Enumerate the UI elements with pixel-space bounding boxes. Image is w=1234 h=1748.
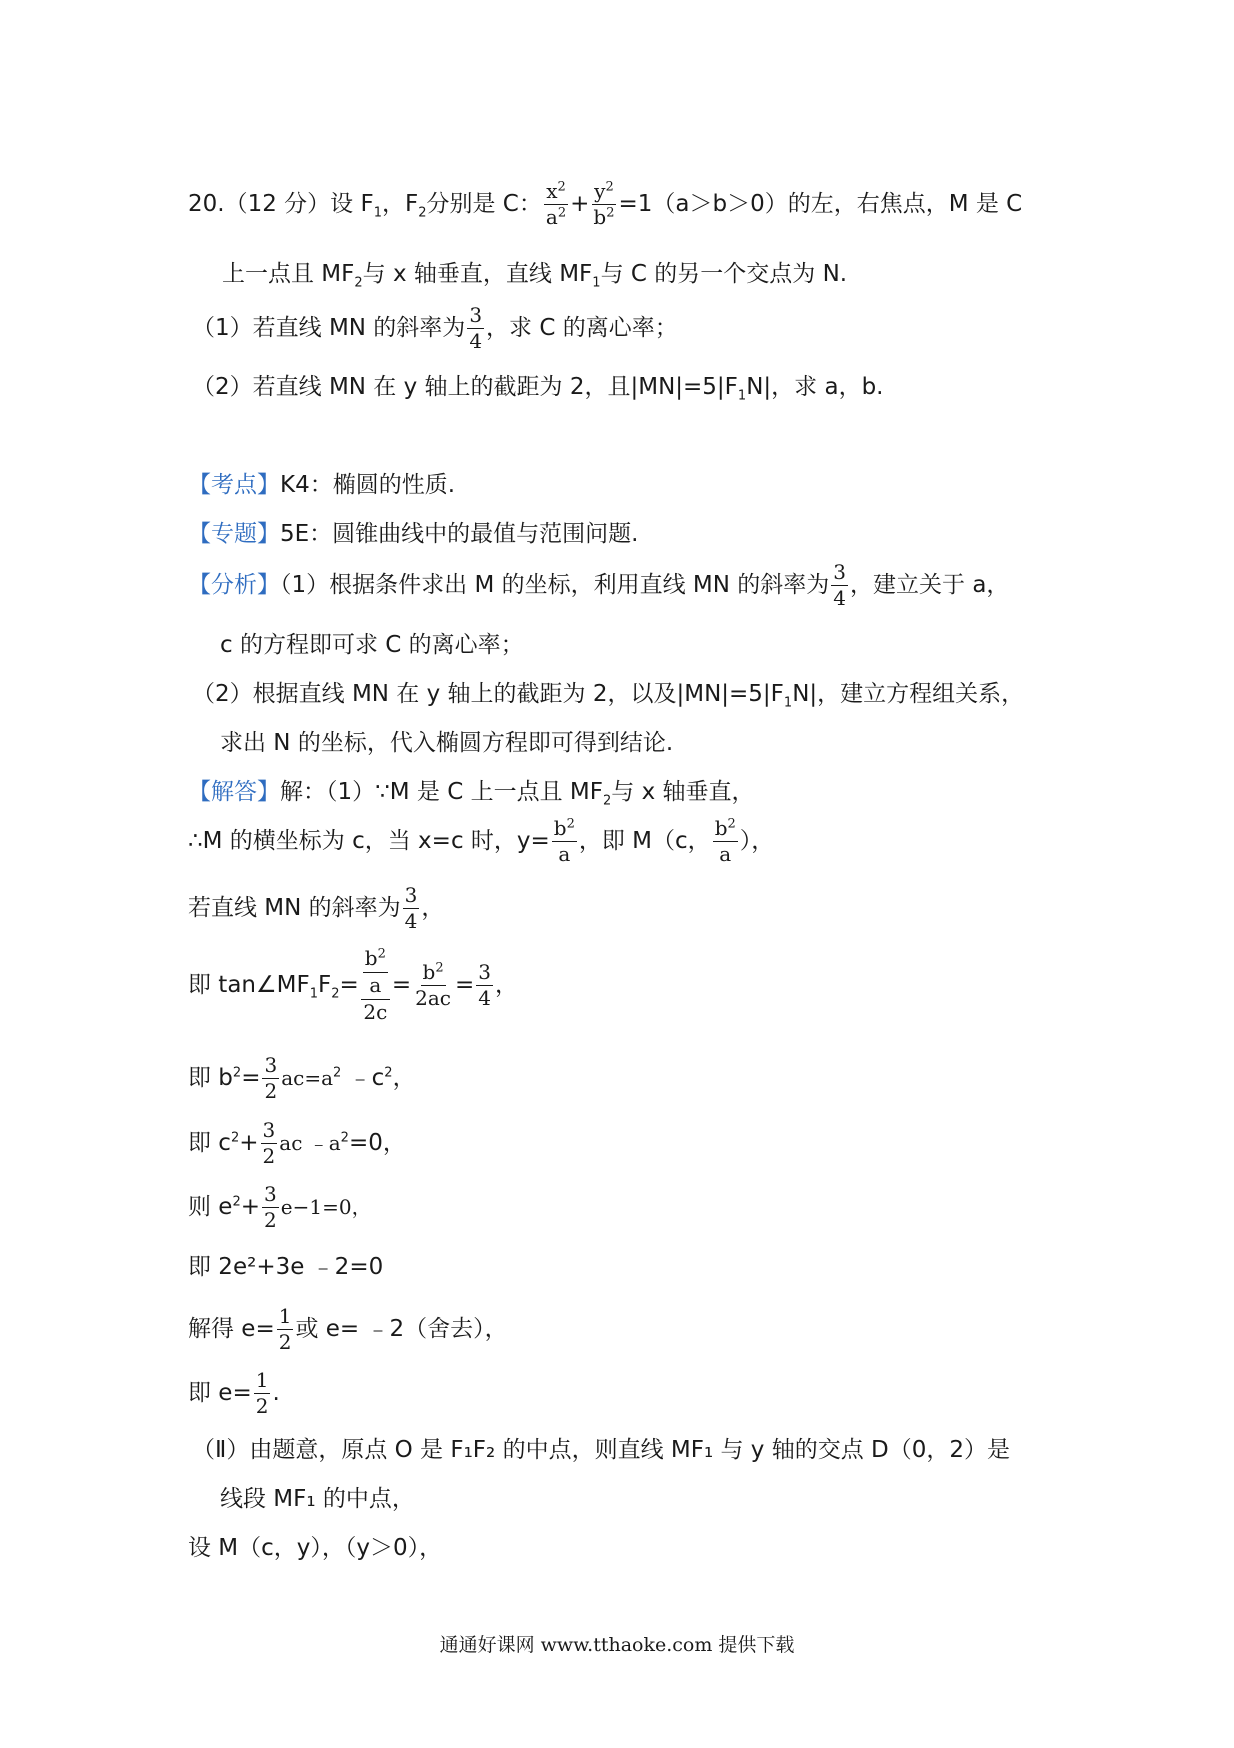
frac-3-2: $\frac{3}{2}$ — [264, 1182, 277, 1232]
jieda-line-11: （Ⅱ）由题意，原点 O 是 F₁F₂ 的中点，则直线 MF₁ 与 y 轴的交点 D（0，2）是 — [192, 1437, 1011, 1463]
frac-3-4: $\frac{3}{4}$ — [833, 560, 847, 610]
jieda-line-2: ∴M 的横坐标为 c，当 x=c 时，y= $\frac{b^2}{a}$ ，即 M（c， $\frac{b^2}{a}$ ）， — [188, 816, 775, 866]
fenxi-line-1: 【分析】（1）根据条件求出 M 的坐标，利用直线 MN 的斜率为 $\frac{3}{4}$ ，建立关于 a， — [188, 560, 1010, 610]
problem-line-2: 上一点且 $MF_2$与 x 轴垂直，直线 $MF_1$与 C 的另一个交点为 N. — [222, 261, 848, 291]
frac-x2-a2: $\frac{x^2}{a^2}$ — [545, 179, 567, 229]
frac-y2-b2: $\frac{y^2}{b^2}$ — [593, 179, 615, 229]
jieda-line-12: 线段 MF₁ 的中点， — [220, 1486, 415, 1512]
question-1: （1）若直线 MN 的斜率为 $\frac{3}{4}$ ，求 C 的离心率； — [192, 303, 678, 353]
frac-b2-2ac: $\frac{b^2}{2ac}$ — [415, 960, 452, 1010]
zhuanti-line: 【专题】5E：圆锥曲线中的最值与范围问题. — [188, 521, 639, 547]
jieda-line-10: 即 e= $\frac{1}{2}$ . — [188, 1368, 280, 1418]
kaodian-line: 【考点】K4：椭圆的性质. — [188, 472, 456, 498]
fenxi-line-4: 求出 N 的坐标，代入椭圆方程即可得到结论. — [220, 730, 674, 756]
problem-line-1: 20.（12 分）设 $F_1$，$F_2$分别是 C： $\frac{x^2}{a^2}$ + $\frac{y^2}{b^2}$ =1（a＞b＞0）的左，右焦点，M 是 C — [188, 179, 1023, 229]
question-2: （2）若直线 MN 在 y 轴上的截距为 2，且$|MN|=5|F_1N|$，求 a，b. — [192, 374, 884, 404]
fenxi-line-2: c 的方程即可求 C 的离心率； — [220, 632, 524, 658]
jieda-line-7: 则 $e^2+$ $\frac{3}{2}$ e−1=0， — [188, 1182, 372, 1232]
jieda-line-9: 解得 e= $\frac{1}{2}$ 或 e= ﹣2（舍去）， — [188, 1304, 508, 1354]
problem-number: 20. — [188, 191, 225, 217]
problem-points: （12 分） — [224, 191, 331, 217]
jieda-line-5: 即 $b^2=$ $\frac{3}{2}$ $ac=a^2$ $﹣c^2$， — [188, 1053, 416, 1103]
frac-3-4: $\frac{3}{4}$ — [478, 960, 492, 1010]
frac-b2-a: $\frac{b^2}{a}$ — [553, 816, 575, 866]
frac-3-2: $\frac{3}{2}$ — [264, 1053, 278, 1103]
frac-3-2: $\frac{3}{2}$ — [262, 1118, 276, 1168]
jieda-line-1: 【解答】解：（1）∵M 是 C 上一点且 $MF_2$与 x 轴垂直， — [188, 779, 755, 809]
jieda-line-13: 设 M（c，y），（y＞0）， — [188, 1535, 443, 1561]
fenxi-tag: 【分析】 — [188, 572, 280, 598]
kaodian-tag: 【考点】 — [188, 472, 280, 498]
frac-1-2: $\frac{1}{2}$ — [278, 1304, 292, 1354]
frac-compound: $\frac{\frac{b^2}{a}}{2c}$ — [361, 948, 390, 1023]
jieda-line-6: 即 $c^2+$ $\frac{3}{2}$ ac $﹣a^2=0$， — [188, 1118, 406, 1168]
frac-3-4: $\frac{3}{4}$ — [404, 883, 418, 933]
jieda-tag: 【解答】 — [188, 779, 280, 805]
page-footer: 通通好课网 www.tthaoke.com 提供下载 — [439, 1634, 795, 1656]
frac-3-4: $\frac{3}{4}$ — [469, 303, 483, 353]
frac-b2-a: $\frac{b^2}{a}$ — [714, 816, 736, 866]
frac-1-2: $\frac{1}{2}$ — [255, 1368, 269, 1418]
zhuanti-tag: 【专题】 — [188, 521, 280, 547]
jieda-line-3: 若直线 MN 的斜率为 $\frac{3}{4}$ ， — [188, 883, 445, 933]
fenxi-line-3: （2）根据直线 MN 在 y 轴上的截距为 2，以及$|MN|=5|F_1N|$，建立方程组关系， — [192, 681, 1025, 711]
jieda-line-8: 即 2e²+3e ﹣2=0 — [188, 1254, 384, 1280]
jieda-line-4: 即 $\tan\angle MF_1F_2=$ $\frac{\frac{b^2}{a}}{2c}$ = $\frac{b^2}{2ac}$ = $\frac{3}{4}$ ， — [188, 946, 519, 1024]
